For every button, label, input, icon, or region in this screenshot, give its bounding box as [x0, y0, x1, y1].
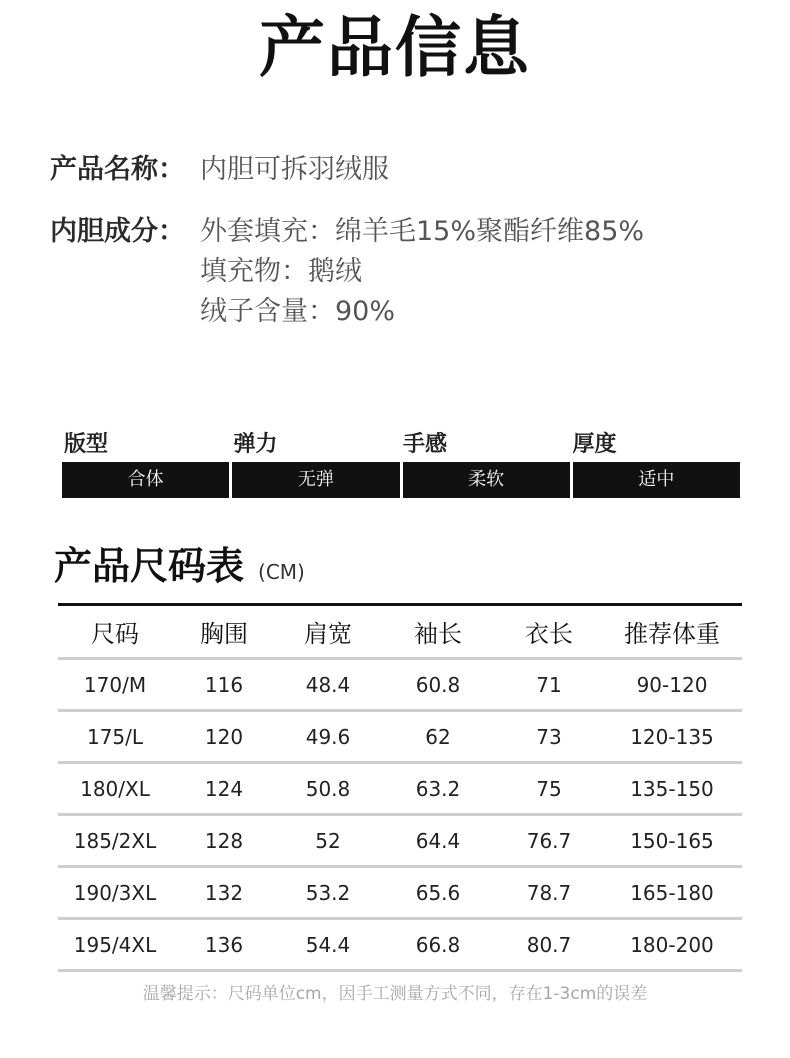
column-header: 肩宽	[304, 620, 352, 648]
attribute-label-thickness: 厚度	[572, 432, 617, 457]
attribute-value-fit: 合体	[62, 462, 229, 498]
product-name-row	[50, 150, 750, 190]
page-title: 产品信息	[259, 9, 531, 86]
table-cell: 62	[425, 724, 451, 749]
table-cell: 76.7	[526, 828, 572, 853]
table-cell: 132	[204, 880, 244, 905]
table-cell: 124	[204, 776, 244, 801]
table-cell: 73	[536, 724, 562, 749]
table-cell: 52	[315, 828, 341, 853]
table-row	[58, 659, 742, 711]
size-chart-unit: (CM)	[258, 560, 305, 584]
table-cell: 65.6	[415, 880, 461, 905]
column-header: 袖长	[414, 620, 462, 648]
table-cell: 180/XL	[80, 776, 150, 801]
attribute-grid	[62, 428, 740, 498]
table-cell: 170/M	[83, 672, 147, 697]
composition-line: 外套填充：绵羊毛15%聚酯纤维85%	[200, 216, 645, 247]
product-name-label: 产品名称：	[50, 154, 185, 185]
table-cell: 175/L	[86, 724, 144, 749]
table-cell: 78.7	[526, 880, 572, 905]
table-cell: 49.6	[305, 724, 351, 749]
table-cell: 63.2	[415, 776, 461, 801]
table-cell: 71	[536, 672, 562, 697]
column-header: 胸围	[200, 620, 248, 648]
composition-line: 绒子含量：90%	[200, 296, 396, 327]
table-cell: 120	[204, 724, 244, 749]
table-cell: 66.8	[415, 932, 461, 957]
table-cell: 60.8	[415, 672, 461, 697]
size-chart-title: 产品尺码表	[54, 544, 245, 588]
table-cell: 135-150	[630, 776, 714, 801]
attribute-value-thickness: 适中	[573, 462, 740, 498]
table-cell: 75	[536, 776, 562, 801]
table-cell: 64.4	[415, 828, 461, 853]
table-row	[58, 763, 742, 815]
composition-row	[50, 212, 750, 332]
attribute-label-stretch: 弹力	[233, 432, 278, 457]
table-cell: 136	[204, 932, 244, 957]
table-row	[58, 867, 742, 919]
table-cell: 128	[204, 828, 244, 853]
measurement-note: 温馨提示：尺码单位cm，因手工测量方式不同，存在1-3cm的误差	[142, 984, 648, 1004]
product-name-value: 内胆可拆羽绒服	[200, 154, 389, 185]
column-header: 尺码	[91, 620, 139, 648]
table-cell: 165-180	[630, 880, 714, 905]
table-cell: 54.4	[305, 932, 351, 957]
size-table	[58, 603, 742, 972]
table-cell: 90-120	[636, 672, 708, 697]
table-cell: 80.7	[526, 932, 572, 957]
table-row	[58, 711, 742, 763]
product-info	[50, 150, 750, 332]
attribute-label-feel: 手感	[403, 432, 448, 457]
composition-line: 填充物：鹅绒	[200, 256, 362, 287]
table-cell: 116	[204, 672, 244, 697]
table-cell: 120-135	[630, 724, 714, 749]
column-header: 推荐体重	[624, 620, 720, 648]
table-row	[58, 815, 742, 867]
size-chart-heading	[54, 538, 305, 594]
table-cell: 48.4	[305, 672, 351, 697]
column-header: 衣长	[525, 620, 573, 648]
table-header-row	[58, 605, 742, 659]
attribute-label-fit: 版型	[64, 432, 109, 457]
table-cell: 50.8	[305, 776, 351, 801]
composition-label: 内胆成分：	[50, 216, 185, 247]
table-row	[58, 919, 742, 971]
table-cell: 53.2	[305, 880, 351, 905]
table-cell: 195/4XL	[73, 932, 157, 957]
attribute-value-stretch: 无弹	[232, 462, 399, 498]
table-cell: 190/3XL	[73, 880, 157, 905]
table-cell: 180-200	[630, 932, 714, 957]
table-cell: 185/2XL	[73, 828, 157, 853]
attribute-value-feel: 柔软	[403, 462, 570, 498]
table-cell: 150-165	[630, 828, 714, 853]
